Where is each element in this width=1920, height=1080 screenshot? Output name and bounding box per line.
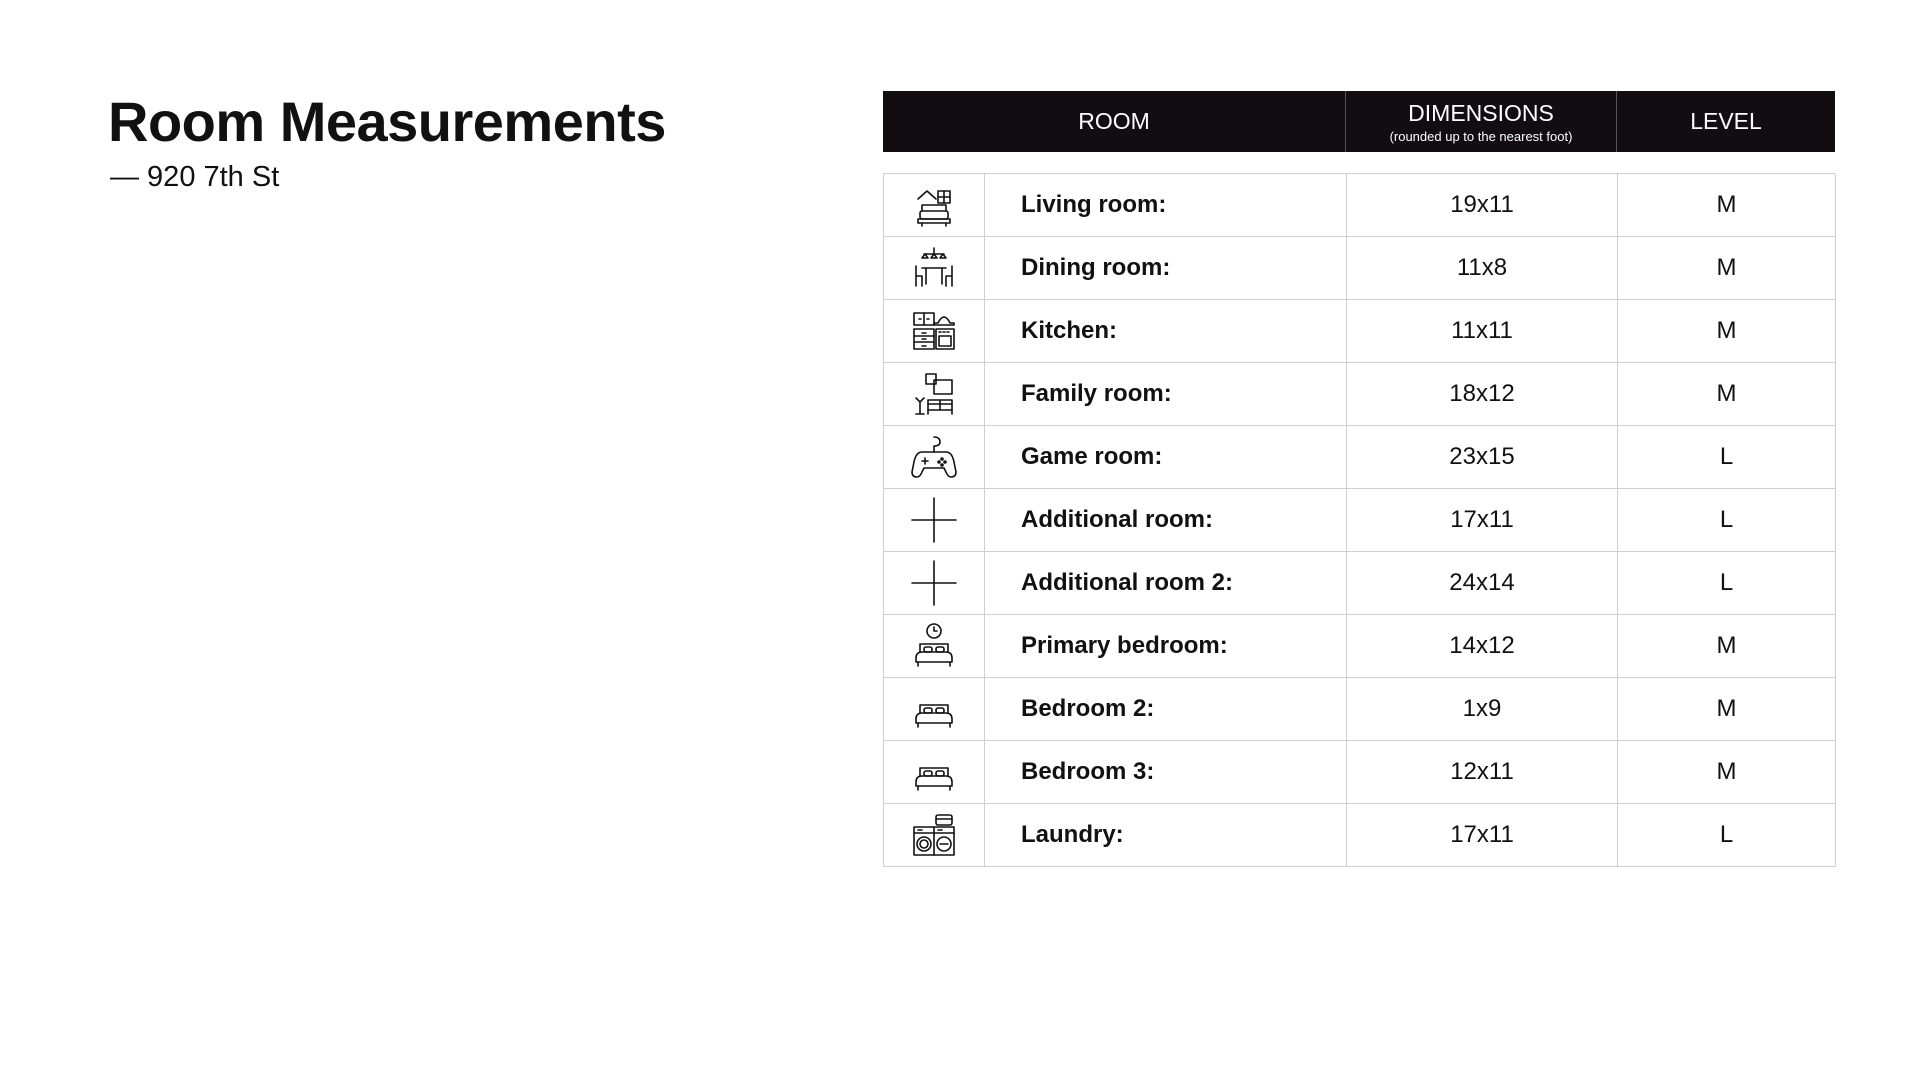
family-room-icon (884, 363, 985, 426)
table-row (884, 804, 1835, 867)
table-row (884, 426, 1835, 489)
room-level: L (1618, 426, 1836, 489)
room-level: M (1618, 174, 1836, 237)
room-name: Kitchen: (985, 300, 1347, 363)
room-level: M (1618, 741, 1836, 804)
room-name: Family room: (985, 363, 1347, 426)
room-name: Bedroom 2: (985, 678, 1347, 741)
room-dimensions: 11x8 (1347, 237, 1618, 300)
table-row (884, 678, 1835, 741)
room-level: M (1618, 237, 1836, 300)
level-column-header (1617, 91, 1835, 152)
dimensions-header-label: DIMENSIONS (1408, 99, 1554, 126)
room-name: Living room: (985, 174, 1347, 237)
table-row (884, 174, 1835, 237)
room-name: Dining room: (985, 237, 1347, 300)
washer-dryer-icon (884, 804, 985, 867)
dining-room-icon (884, 237, 985, 300)
level-header-label: LEVEL (1690, 108, 1762, 134)
bed-clock-icon (884, 615, 985, 678)
table-row (884, 300, 1835, 363)
room-level: L (1618, 552, 1836, 615)
room-level: M (1618, 615, 1836, 678)
room-dimensions: 19x11 (1347, 174, 1618, 237)
room-measurements-table (883, 91, 1835, 867)
room-dimensions: 1x9 (1347, 678, 1618, 741)
kitchen-icon (884, 300, 985, 363)
room-level: M (1618, 363, 1836, 426)
table-row (884, 363, 1835, 426)
game-controller-icon (884, 426, 985, 489)
table-row (884, 741, 1835, 804)
room-name: Game room: (985, 426, 1347, 489)
room-name: Laundry: (985, 804, 1347, 867)
room-level: L (1618, 804, 1836, 867)
table-row (884, 237, 1835, 300)
bed-icon (884, 741, 985, 804)
plus-icon (884, 552, 985, 615)
room-level: M (1618, 678, 1836, 741)
page-title: Room Measurements (108, 90, 666, 153)
room-name: Additional room 2: (985, 552, 1347, 615)
plus-icon (884, 489, 985, 552)
room-dimensions: 24x14 (1347, 552, 1618, 615)
room-header-label: ROOM (1078, 108, 1150, 134)
room-level: M (1618, 300, 1836, 363)
bed-icon (884, 678, 985, 741)
room-name: Additional room: (985, 489, 1347, 552)
room-dimensions: 23x15 (1347, 426, 1618, 489)
room-dimensions: 14x12 (1347, 615, 1618, 678)
room-dimensions: 12x11 (1347, 741, 1618, 804)
table-row (884, 489, 1835, 552)
room-name: Primary bedroom: (985, 615, 1347, 678)
table-body (883, 173, 1835, 867)
room-dimensions: 17x11 (1347, 804, 1618, 867)
table-row (884, 615, 1835, 678)
room-column-header (883, 91, 1346, 152)
dimensions-header-note: (rounded up to the nearest foot) (1389, 128, 1573, 144)
dimensions-column-header (1346, 91, 1617, 152)
table-row (884, 552, 1835, 615)
room-dimensions: 11x11 (1347, 300, 1618, 363)
room-level: L (1618, 489, 1836, 552)
room-dimensions: 17x11 (1347, 489, 1618, 552)
address-subtitle: — 920 7th St (110, 161, 280, 193)
room-name: Bedroom 3: (985, 741, 1347, 804)
table-header (883, 91, 1835, 152)
living-room-icon (884, 174, 985, 237)
room-dimensions: 18x12 (1347, 363, 1618, 426)
